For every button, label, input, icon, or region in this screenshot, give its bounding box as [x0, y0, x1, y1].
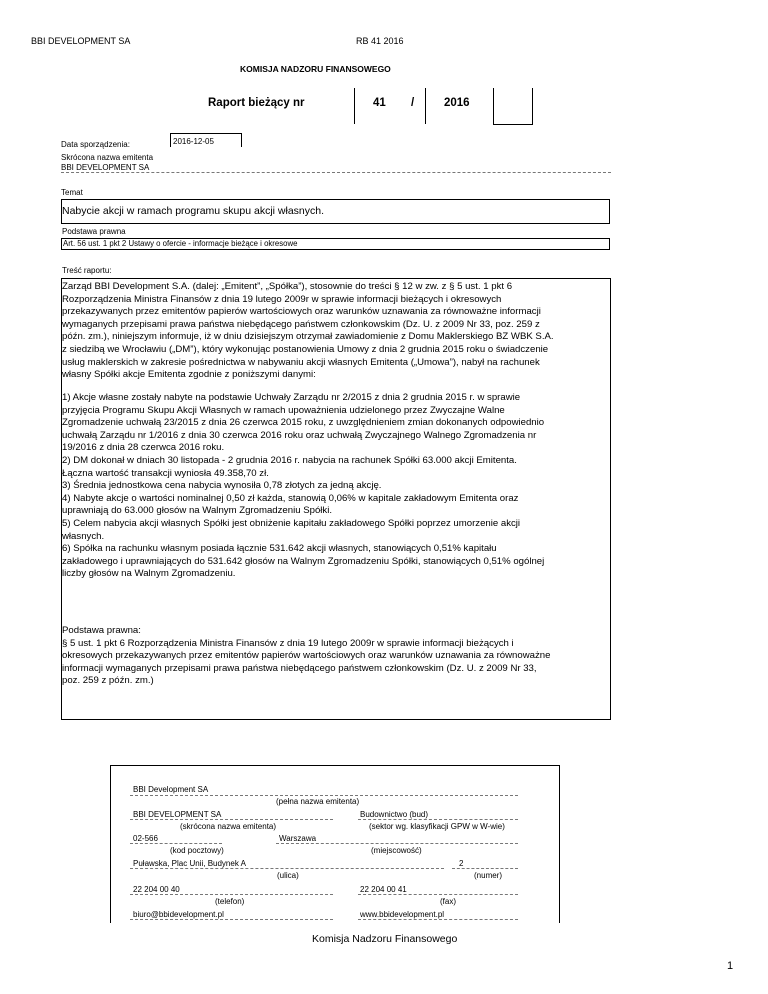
number-caption: (numer): [474, 871, 503, 880]
short-name-caption: (skrócona nazwa emitenta): [180, 822, 277, 831]
report-box-bottom: [493, 124, 533, 125]
fax-line: [358, 894, 518, 895]
short-name-value: BBI DEVELOPMENT SA: [61, 163, 150, 172]
report-year: 2016: [444, 97, 470, 109]
content-basis: Podstawa prawna: § 5 ust. 1 pkt 6 Rozporządzenia Ministra Finansów z dnia 19 lutego 2009r w sprawie informacji bieżących i okresowych przekazywanych przez emitentów papierów wartościowych oraz warunków uznawania za równoważne informacji wymaganych przepisami prawa państwa niebędącego państwem członkowskim (Dz. U. z 2009 Nr 33, poz. 259 z późn. zm.): [62, 625, 551, 687]
issuer-sector: Budownictwo (bud): [360, 810, 429, 819]
sector-line: [358, 819, 518, 820]
street-line: [130, 868, 444, 869]
footer-authority: Komisja Nadzoru Finansowego: [312, 933, 458, 945]
issuer-street: Puławska, Plac Unii, Budynek A: [133, 859, 246, 868]
issuer-block-top: [110, 765, 560, 766]
legal-basis-label: Podstawa prawna: [62, 227, 126, 236]
full-name-caption: (pełna nazwa emitenta): [276, 797, 360, 806]
postal-line: [130, 843, 222, 844]
phone-line: [130, 894, 333, 895]
content-points: 1) Akcje własne zostały nabyte na podstawie Uchwały Zarządu nr 2/2015 z dnia 2 grudnia 2015 r. w sprawie przyjęcia Programu Skupu Akcji Własnych w ramach upoważnienia udzielonego przez Zwyczajne Walne Zgromadzenie uchwałą 23/2015 z dnia 26 czerwca 2015 roku, z uwzględnieniem zmian dokonanych odpowiednio uchwałą Zarządu nr 1/2016 z dnia 30 czerwca 2016 roku oraz uchwałą Zwyczajnego Walnego Zgromadzenia nr 19/2016 z dnia 28 czerwca 2016 roku. 2) DM dokonał w dniach 30 listopada - 2 grudnia 2016 r. nabycia na rachunek Spółki 63.000 akcji Emitenta. Łączna wartość transakcji wyniosła 49.358,70 zł. 3) Średnia jednostkowa cena nabycia wynosiła 0,78 złotych za jedną akcję. 4) Nabyte akcje o wartości nominalnej 0,50 zł każda, stanowią 0,06% w kapitale zakładowym Emitenta oraz uprawniają do 63.000 głosów na Walnym Zgromadzeniu Spółki. 5) Celem nabycia akcji własnych Spółki jest obniżenie kapitału zakładowego Spółki poprzez umorzenie akcji własnych. 6) Spółka na rachunku własnym posiada łącznie 531.642 akcji własnych, stanowiących 0,51% kapitału zakładowego i uprawniających do 531.642 głosów na Walnym Zgromadzeniu Spółki, stanowiących 0,51% ogólnej liczby głosów na Walnym Zgromadzeniu.: [62, 392, 545, 580]
legal-basis-box: [61, 238, 610, 250]
fax-caption: (fax): [440, 897, 456, 906]
street-caption: (ulica): [277, 871, 299, 880]
full-name-line: [130, 795, 518, 796]
issuer-city: Warszawa: [279, 834, 317, 843]
report-divider-2: [425, 88, 426, 124]
date-value: 2016-12-05: [170, 133, 242, 147]
content-intro: Zarząd BBI Development S.A. (dalej: „Emitent”, „Spółka”), stosownie do treści § 12 w zw. z § 5 ust. 1 pkt 6 Rozporządzenia Ministra Finansów z dnia 19 lutego 2009r w sprawie informacji bieżących i okresowych przekazywanych przez emitentów papierów wartościowych oraz warunków uznawania za równoważne informacji wymaganych przepisami prawa państwa niebędącego państwem członkowskim (Dz. U. z 2009 Nr 33, poz. 259 z późn. zm.), niniejszym informuje, iż w dniu dzisiejszym otrzymał zawiadomienie z Domu Maklerskiego BZ WBK S.A. z siedzibą we Wrocławiu („DM”), który wykonując postanowienia Umowy z dnia 2 grudnia 2015 roku o świadczenie usług maklerskich w zakresie pośrednictwa w nabywaniu akcji własnych Emitenta („Umowa”), nabył na rachunek własny Spółki akcje Emitenta zgodnie z poniższymi danymi:: [62, 281, 554, 381]
legal-basis-value: Art. 56 ust. 1 pkt 2 Ustawy o ofercie - informacje bieżące i okresowe: [63, 239, 298, 248]
number-line: [452, 868, 518, 869]
issuer-fax: 22 204 00 41: [360, 885, 407, 894]
header-report-code: RB 41 2016: [356, 36, 404, 46]
report-divider-4: [532, 88, 533, 124]
date-label: Data sporządzenia:: [61, 140, 130, 149]
content-box: [61, 278, 611, 720]
issuer-block-right: [559, 765, 560, 923]
postal-caption: (kod pocztowy): [170, 846, 224, 855]
issuer-www: www.bbidevelopment.pl: [360, 910, 445, 919]
short-name-label: Skrócona nazwa emitenta: [61, 153, 154, 162]
issuer-postal-code: 02-566: [133, 834, 158, 843]
report-label: Raport bieżący nr: [208, 97, 305, 109]
sector-caption: (sektor wg. klasyfikacji GPW w W-wie): [369, 822, 505, 831]
topic-value: Nabycie akcji w ramach programu skupu akcji własnych.: [62, 205, 325, 217]
topic-label: Temat: [61, 188, 83, 197]
email-line: [130, 919, 333, 920]
authority-title: KOMISJA NADZORU FINANSOWEGO: [240, 64, 391, 74]
city-caption: (miejscowość): [371, 846, 422, 855]
short-name-field-line: [130, 819, 333, 820]
issuer-street-number: 2: [459, 859, 464, 868]
header-company: BBI DEVELOPMENT SA: [31, 36, 131, 46]
report-divider-1: [354, 88, 355, 124]
city-line: [276, 843, 518, 844]
topic-box: [61, 199, 610, 224]
issuer-email: biuro@bbidevelopment.pl: [133, 910, 224, 919]
issuer-block-left: [110, 765, 111, 923]
issuer-short-name: BBI DEVELOPMENT SA: [133, 810, 222, 819]
issuer-phone: 22 204 00 40: [133, 885, 180, 894]
issuer-full-name: BBI Development SA: [133, 785, 209, 794]
page-number: 1: [727, 960, 734, 972]
report-divider-3: [493, 88, 494, 124]
short-name-line: [61, 172, 611, 173]
phone-caption: (telefon): [215, 897, 245, 906]
content-label: Treść raportu:: [62, 266, 112, 275]
report-slash: /: [411, 97, 415, 109]
report-number: 41: [373, 97, 386, 109]
www-line: [358, 919, 518, 920]
